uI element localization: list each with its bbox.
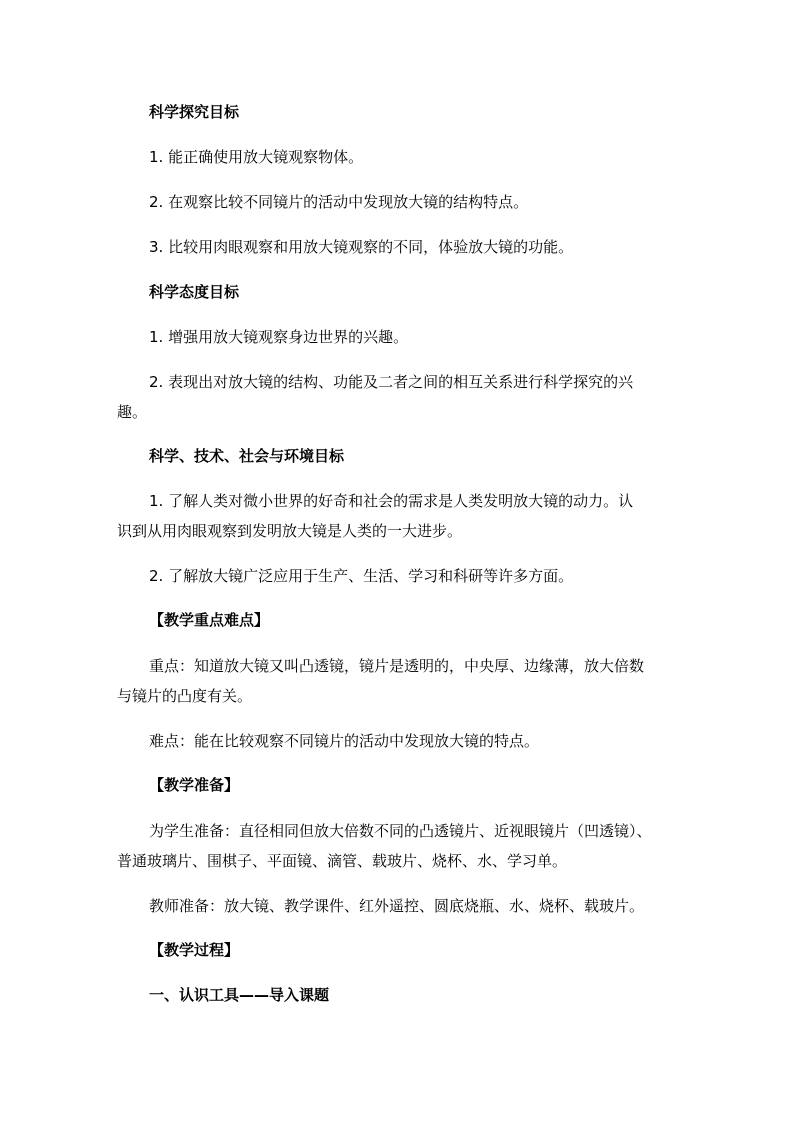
process-heading: 【教学过程】 [149, 941, 240, 959]
section-heading-attitude: 科学态度目标 [149, 283, 240, 301]
inquiry-item-2: 2. 在观察比较不同镜片的活动中发现放大镜的结构特点。 [149, 193, 529, 211]
inquiry-item-1: 1. 能正确使用放大镜观察物体。 [149, 148, 364, 166]
student-prep-text: 为学生准备：直径相同但放大倍数不同的凸透镜片、近视眼镜片（凹透镜）、 [149, 822, 652, 840]
section-heading-stse: 科学、技术、社会与环境目标 [149, 447, 345, 465]
inquiry-item-3: 3. 比较用肉眼观察和用放大镜观察的不同，体验放大镜的功能。 [149, 238, 574, 256]
stse-item-1-cont: 识到从用肉眼观察到发明放大镜是人类的一大进步。 [117, 522, 463, 540]
section-heading-inquiry: 科学探究目标 [149, 103, 240, 121]
focus-text-cont: 与镜片的凸度有关。 [117, 687, 253, 705]
stse-item-2: 2. 了解放大镜广泛应用于生产、生活、学习和科研等许多方面。 [149, 567, 574, 585]
difficulty-text: 难点：能在比较观察不同镜片的活动中发现放大镜的特点。 [149, 732, 540, 750]
process-step-1: 一、认识工具——导入课题 [149, 986, 330, 1004]
teacher-prep-text: 教师准备：放大镜、教学课件、红外遥控、圆底烧瓶、水、烧杯、载玻片。 [149, 897, 645, 915]
stse-item-1: 1. 了解人类对微小世界的好奇和社会的需求是人类发明放大镜的动力。认 [149, 492, 634, 510]
preparation-heading: 【教学准备】 [149, 776, 240, 794]
attitude-item-2: 2. 表现出对放大镜的结构、功能及二者之间的相互关系进行科学探究的兴 [149, 373, 634, 391]
student-prep-text-cont: 普通玻璃片、围棋子、平面镜、滴管、载玻片、烧杯、水、学习单。 [117, 852, 568, 870]
key-points-heading: 【教学重点难点】 [149, 611, 270, 629]
attitude-item-1: 1. 增强用放大镜观察身边世界的兴趣。 [149, 328, 409, 346]
focus-text: 重点：知道放大镜又叫凸透镜，镜片是透明的，中央厚、边缘薄，放大倍数 [149, 657, 645, 675]
attitude-item-2-cont: 趣。 [117, 403, 148, 421]
